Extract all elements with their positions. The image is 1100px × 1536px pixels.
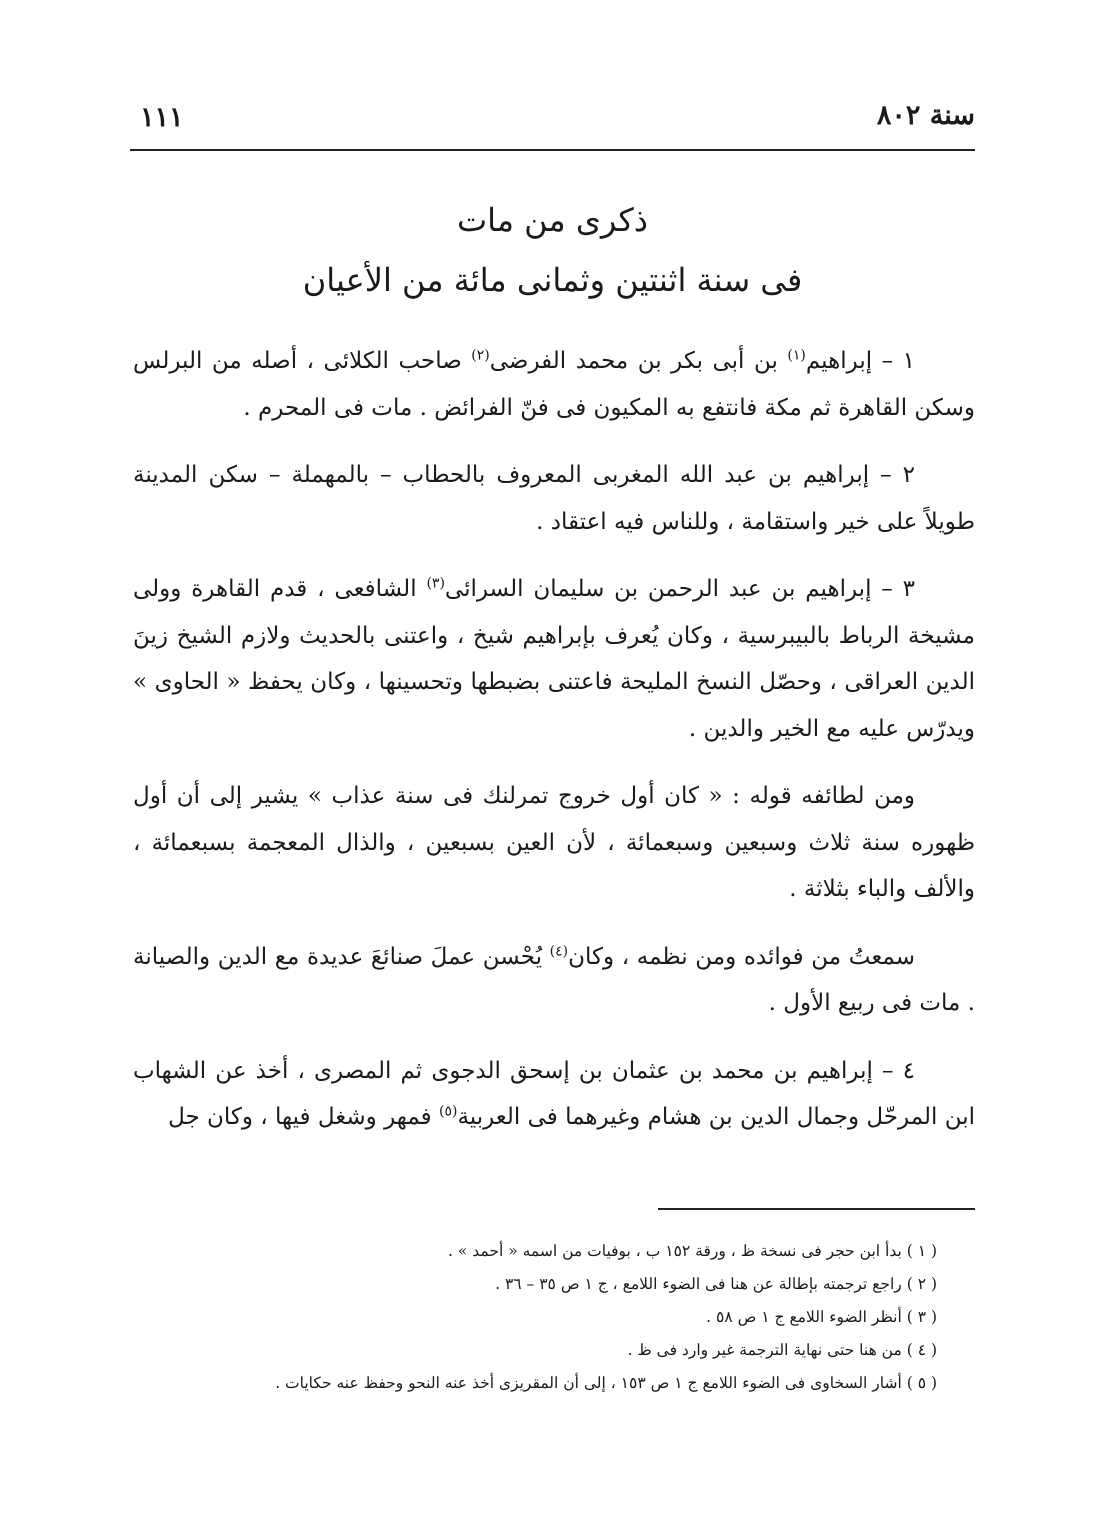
paragraph-text: صاحب الكلائى ، أصله من البرلس وسكن القاهرة ثم مكة فانتفع به المكيون فى فنّ الفرائض . مات فى المحرم .	[133, 348, 975, 421]
footnote-marker: (٥)	[438, 1103, 458, 1120]
entry-paragraph	[133, 566, 975, 752]
header-divider	[130, 149, 975, 151]
entry-paragraph	[133, 338, 975, 431]
footnote: ( ٥ ) أشار السخاوى فى الضوء اللامع ج ١ ص ١٥٣ ، إلى أن المقريزى أخذ عنه النحو وحفظ عنه حكايات .	[275, 1374, 937, 1392]
main-text	[133, 338, 975, 1162]
paragraph-text: ٤ – إبراهيم بن محمد بن عثمان بن إسحق الدجوى ثم المصرى ، أخذ عن الشهاب ابن المرحّل وجمال الدين بن هشام وغيرهما فى العربية	[133, 1057, 975, 1130]
footnote-marker: (١)	[787, 347, 806, 364]
paragraph-text: ٣ – إبراهيم بن عبد الرحمن بن سليمان السرائى	[444, 576, 916, 602]
paragraph-text: يُحْسن عملَ صنائعَ عديدة مع الدين والصيانة . مات فى ربيع الأول .	[133, 943, 975, 1016]
paragraph-text: بن أبى بكر بن محمد الفرضى	[489, 348, 788, 374]
paragraph-text: فمهر وشغل فيها ، وكان جل	[168, 1104, 439, 1130]
page-number: ١١١	[140, 102, 184, 133]
paragraph-text: سمعتُ من فوائده ومن نظمه ، وكان	[568, 943, 915, 970]
footnote-divider	[658, 1208, 975, 1210]
header-year: سنة ٨٠٢	[876, 100, 975, 131]
paragraph-text: ١ – إبراهيم	[805, 348, 915, 374]
footnote-marker: (٤)	[549, 942, 569, 959]
footnotes	[215, 1235, 937, 1400]
footnote: ( ١ ) بدأ ابن حجر فى نسخة ظ ، ورقة ١٥٢ ب ، بوفيات من اسمه « أحمد » .	[448, 1242, 937, 1260]
running-header	[130, 96, 975, 146]
footnote: ( ٢ ) راجع ترجمته بإطالة عن هنا فى الضوء اللامع ، ج ١ ص ٣٥ – ٣٦ .	[495, 1275, 937, 1293]
paragraph-text: الشافعى ، قدم القاهرة وولى مشيخة الرباط بالبيبرسية ، وكان يُعرف بإبراهيم شيخ ، واعتنى بالحديث ولازم الشيخ زينَ الدين العراقى ، وحصّل النسخ المليحة فاعتنى بضبطها وتحسينها ، وكان يحفظ « الحاوى » ويدرّس عليه مع الخير والدين .	[133, 576, 975, 742]
section-title-line-2: فى سنة اثنتين وثمانى مائة من الأعيان	[302, 261, 803, 299]
entry-paragraph	[133, 934, 975, 1027]
entry-paragraph: ٢ – إبراهيم بن عبد الله المغربى المعروف بالحطاب – بالمهملة – سكن المدينة طويلاً على خير واستقامة ، وللناس فيه اعتقاد .	[133, 462, 975, 535]
section-title-line-1: ذكرى من مات	[456, 201, 649, 239]
footnote: ( ٣ ) أنظر الضوء اللامع ج ١ ص ٥٨ .	[706, 1308, 937, 1326]
footnote: ( ٤ ) من هنا حتى نهاية الترجمة غير وارد فى ظ .	[627, 1341, 937, 1359]
entry-paragraph	[133, 1048, 975, 1141]
entry-paragraph: ومن لطائفه قوله : « كان أول خروج تمرلنك فى سنة عذاب » يشير إلى أن أول ظهوره سنة ثلاث وسبعين وسبعمائة ، لأن العين بسبعين ، والذال المعجمة بسبعمائة ، والألف والباء بثلاثة .	[133, 783, 975, 902]
footnote-marker: (٣)	[426, 575, 445, 592]
footnote-marker: (٢)	[471, 347, 490, 364]
